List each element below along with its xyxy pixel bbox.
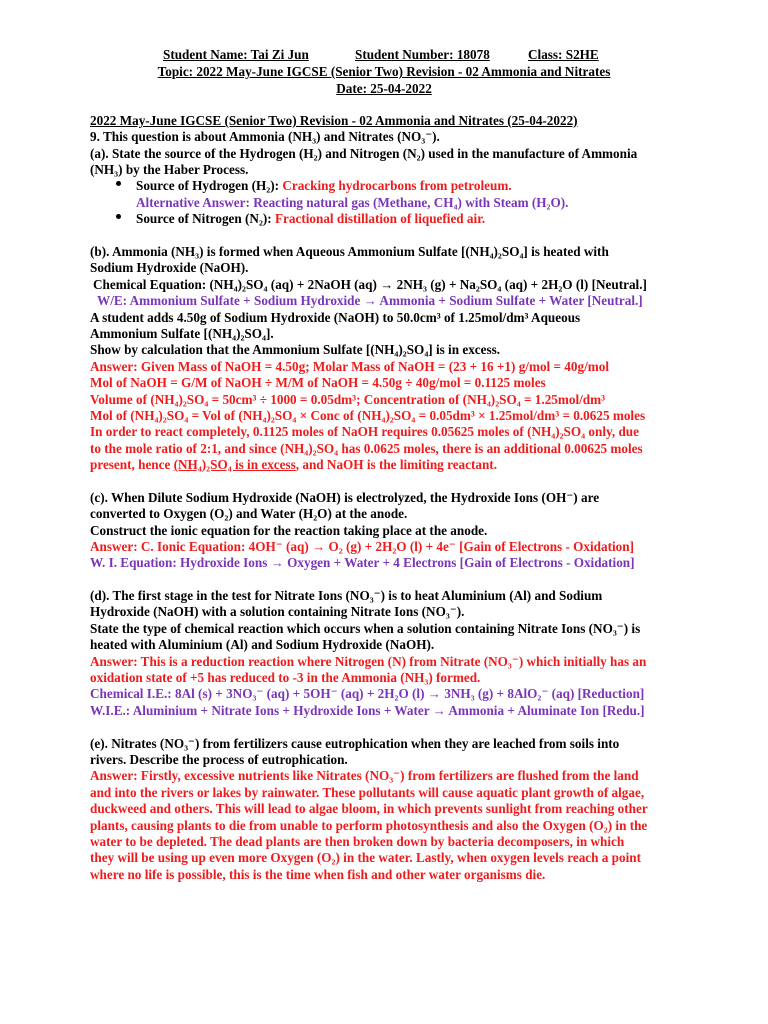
- answer-d-2: oxidation state of +5 has reduced to -3 in the Ammonia (NH₃) formed.: [90, 670, 481, 685]
- q-d-line-2: Hydroxide (NaOH) with a solution containing Nitrate Ions (NO₃⁻).: [90, 604, 465, 619]
- q-a-line-1: (a). State the source of the Hydrogen (H₂) and Nitrogen (N₂) used in the manufacture of Ammonia: [90, 146, 638, 161]
- answer-b-6: to the mole ratio of 2:1, and since (NH₄)₂SO₄ has 0.0625 moles, there is an additional 0.00625 moles: [90, 441, 643, 456]
- bullet-icon: [116, 181, 121, 186]
- answer-c: Answer: C. Ionic Equation: 4OH⁻ (aq) → O₂ (g) + 2H₂O (l) + 4e⁻ [Gain of Electrons - Oxidation]: [90, 539, 634, 554]
- q-d-line-1: (d). The first stage in the test for Nitrate Ions (NO₃⁻) is to heat Aluminium (Al) and Sodium: [90, 588, 603, 603]
- q-c-line-2: converted to Oxygen (O₂) and Water (H₂O) at the anode.: [90, 506, 408, 521]
- chemical-equation: Chemical Equation: (NH₄)₂SO₄ (aq) + 2NaOH (aq) → 2NH₃ (g) + Na₂SO₄ (aq) + 2H₂O (l) [Neutral.]: [93, 277, 647, 292]
- answer-e-1: Answer: Firstly, excessive nutrients like Nitrates (NO₃⁻) from fertilizers are flushed from the land: [90, 768, 639, 783]
- q-b-line-5: Show by calculation that the Ammonium Sulfate [(NH₄)₂SO₄] is in excess.: [90, 342, 501, 357]
- answer-b-3: Volume of (NH₄)₂SO₄ = 50cm³ ÷ 1000 = 0.05dm³; Concentration of (NH₄)₂SO₄ = 1.25mol/dm³: [90, 392, 606, 407]
- topic-line: Topic: 2022 May-June IGCSE (Senior Two) Revision - 02 Ammonia and Nitrates: [157, 64, 611, 79]
- answer-e-2: and into the rivers or lakes by rainwater. These pollutants will cause aquatic plant growth of algae,: [90, 785, 645, 800]
- answer-e-6: they will be using up even more Oxygen (O₂) in the water. Lastly, when oxygen levels reach a point: [90, 850, 641, 865]
- bullet-icon: [116, 214, 121, 219]
- q-b-line-3: A student adds 4.50g of Sodium Hydroxide (NaOH) to 50.0cm³ of 1.25mol/dm³ Aqueous: [90, 310, 581, 325]
- q-b-line-4: Ammonium Sulfate [(NH₄)₂SO₄].: [90, 326, 274, 341]
- word-equation: W/E: Ammonium Sulfate + Sodium Hydroxide → Ammonia + Sodium Sulfate + Water [Neutral.]: [97, 293, 643, 308]
- word-ionic-equation-c: W. I. Equation: Hydroxide Ions → Oxygen + Water + 4 Electrons [Gain of Electrons - Oxidation]: [90, 555, 635, 570]
- student-name: Student Name: Tai Zi Jun: [163, 47, 309, 62]
- q-d-line-3: State the type of chemical reaction which occurs when a solution containing Nitrate Ions (NO₃⁻) is: [90, 621, 641, 636]
- question-9: 9. This question is about Ammonia (NH₃) and Nitrates (NO₃⁻).: [90, 129, 440, 144]
- nitrogen-source: Source of Nitrogen (N₂): Fractional distillation of liquefied air.: [136, 211, 486, 226]
- answer-e-4: plants, causing plants to die from unable to perform photosynthesis and also the Oxygen (O₂) in the: [90, 818, 648, 833]
- q-b-line-1: (b). Ammonia (NH₃) is formed when Aqueous Ammonium Sulfate [(NH₄)₂SO₄] is heated with: [90, 244, 609, 259]
- class-label: Class: S2HE: [528, 47, 599, 62]
- ionic-equation-d: Chemical I.E.: 8Al (s) + 3NO₃⁻ (aq) + 5OH⁻ (aq) + 2H₂O (l) → 3NH₃ (g) + 8AlO₂⁻ (aq) [Reduction]: [90, 686, 645, 701]
- answer-b-5: In order to react completely, 0.1125 moles of NaOH requires 0.05625 moles of (NH₄)₂SO₄ only, due: [90, 424, 639, 439]
- q-c-line-1: (c). When Dilute Sodium Hydroxide (NaOH) is electrolyzed, the Hydroxide Ions (OH⁻) are: [90, 490, 600, 505]
- word-ionic-equation-d: W.I.E.: Aluminium + Nitrate Ions + Hydroxide Ions + Water → Ammonia + Aluminate Ion [Redu.]: [90, 703, 645, 718]
- q-b-line-2: Sodium Hydroxide (NaOH).: [90, 260, 249, 275]
- answer-b-1: Answer: Given Mass of NaOH = 4.50g; Molar Mass of NaOH = (23 + 16 +1) g/mol = 40g/mol: [90, 359, 609, 374]
- answer-e-3: duckweed and others. This will lead to algae bloom, in which prevents sunlight from reaching other: [90, 801, 648, 816]
- answer-e-5: water to be depleted. The dead plants are then broken down by bacteria decomposers, in which: [90, 834, 625, 849]
- q-c-line-3: Construct the ionic equation for the reaction taking place at the anode.: [90, 523, 488, 538]
- hydrogen-alt-answer: Alternative Answer: Reacting natural gas (Methane, CH₄) with Steam (H₂O).: [136, 195, 569, 210]
- student-number: Student Number: 18078: [355, 47, 490, 62]
- answer-b-4: Mol of (NH₄)₂SO₄ = Vol of (NH₄)₂SO₄ × Conc of (NH₄)₂SO₄ = 0.05dm³ × 1.25mol/dm³ = 0.0625 moles: [90, 408, 646, 423]
- q-d-line-4: heated with Aluminium (Al) and Sodium Hydroxide (NaOH).: [90, 637, 435, 652]
- hydrogen-source: Source of Hydrogen (H₂): Cracking hydrocarbons from petroleum.: [136, 178, 512, 193]
- q-a-line-2: (NH₃) by the Haber Process.: [90, 162, 249, 177]
- date-line: Date: 25-04-2022: [336, 81, 432, 96]
- page-title: 2022 May-June IGCSE (Senior Two) Revision - 02 Ammonia and Nitrates (25-04-2022): [90, 113, 578, 128]
- answer-b-2: Mol of NaOH = G/M of NaOH ÷ M/M of NaOH = 4.50g ÷ 40g/mol = 0.1125 moles: [90, 375, 546, 390]
- q-e-line-2: rivers. Describe the process of eutrophication.: [90, 752, 348, 767]
- answer-b-7: present, hence (NH₄)₂SO₄ is in excess, and NaOH is the limiting reactant.: [90, 457, 497, 472]
- answer-d-1: Answer: This is a reduction reaction where Nitrogen (N) from Nitrate (NO₃⁻) which initially has an: [90, 654, 647, 669]
- answer-e-7: where no life is possible, this is the time when fish and other water organisms die.: [90, 867, 546, 882]
- q-e-line-1: (e). Nitrates (NO₃⁻) from fertilizers cause eutrophication when they are leached from soils into: [90, 736, 620, 751]
